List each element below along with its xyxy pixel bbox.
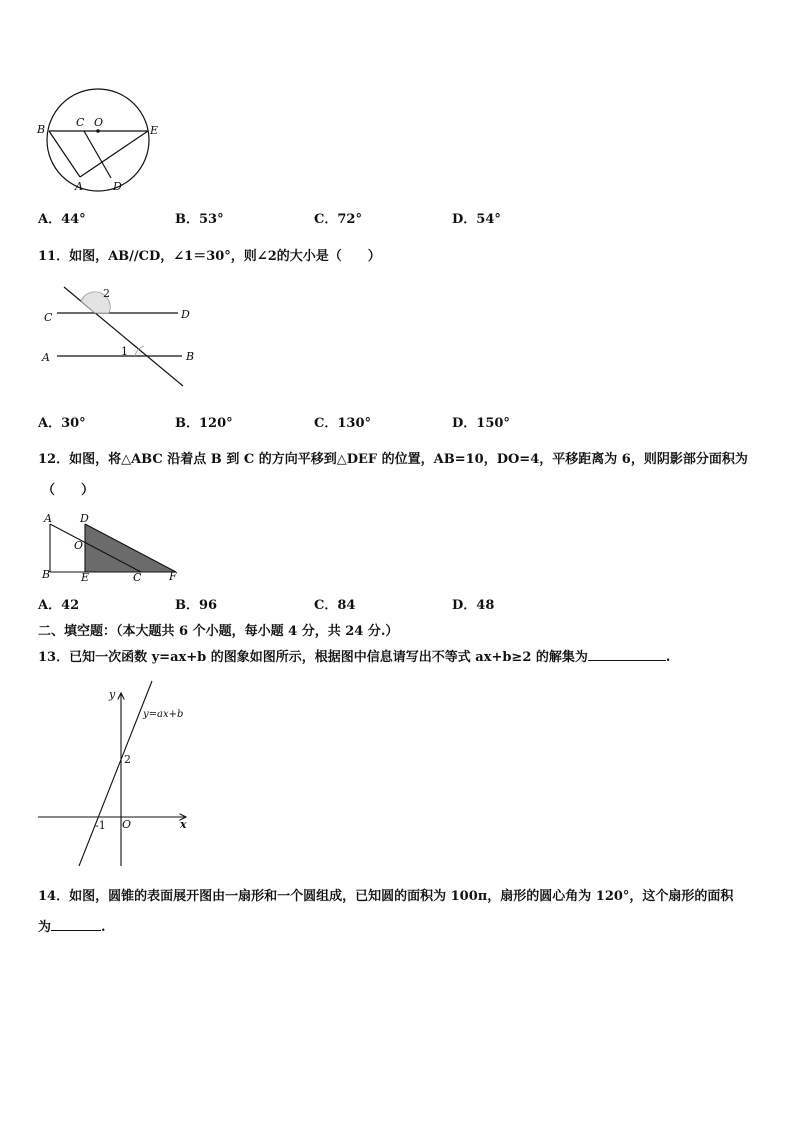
q10-label-C: C [76,116,85,129]
q11-angle-1-label: 1 [121,345,128,358]
q10-option-c: C．72° [314,212,362,227]
q13-y-axis-label: y [109,688,116,701]
q10-label-B: B [37,123,46,136]
q11-label-B: B [186,350,195,363]
q12-question-text: 12．如图，将△ABC 沿着点 B 到 C 的方向平移到△DEF 的位置，AB=10，DO=4，平移距离为 6，则阴影部分面积为 [38,452,748,467]
q11-label-A: A [42,351,50,364]
q13-x-axis-label: x [180,818,187,831]
q13-question-body: 13．已知一次函数 y=ax+b 的图象如图所示，根据图中信息请写出不等式 ax+b≥2 的解集为 [38,650,588,665]
q12-label-E: E [81,571,90,584]
q12-option-b: B．96 [175,598,218,613]
q11-label-C: C [44,311,53,324]
q13-y-intercept-label: 2 [124,753,131,766]
q11-option-c: C．130° [314,416,371,431]
q10-option-b: B．53° [175,212,224,227]
q11-angle-2-label: 2 [103,287,110,300]
q12-option-d: D．48 [452,598,495,613]
q13-question-end: . [665,650,671,665]
q14-question-text: 14．如图，圆锥的表面展开图由一扇形和一个圆组成，已知圆的面积为 100π，扇形的圆心角为 120°，这个扇形的面积 [38,889,734,904]
q12-label-C: C [133,571,142,584]
q14-answer-blank[interactable] [51,918,101,931]
q11-option-b: B．120° [175,416,233,431]
q10-label-E: E [150,124,159,137]
q12-label-A: A [44,512,52,525]
q12-label-D: D [80,512,89,525]
q11-option-a: A．30° [38,416,86,431]
q14-question-prefix: 为 [38,920,52,935]
q10-label-A: A [75,180,83,193]
q12-label-B: B [42,568,51,581]
q10-option-a: A．44° [38,212,86,227]
q14-question-end: . [101,920,106,935]
q13-origin-label: O [122,818,132,831]
q11-question-text: 11．如图，AB//CD，∠1＝30°，则∠2的大小是（ ） [38,249,381,264]
section-2-heading: 二、填空题：（本大题共 6 个小题，每小题 4 分，共 24 分.） [38,624,399,639]
q14-question-line2 [38,916,106,935]
q10-label-O: O [94,116,104,129]
q13-x-intercept-label: -1 [95,819,106,832]
q12-option-a: A．42 [38,598,80,613]
q12-question-paren: （ ） [42,483,95,498]
q12-label-F: F [169,570,177,583]
q10-label-D: D [113,180,122,193]
q11-label-D: D [181,308,190,321]
q11-option-d: D．150° [452,416,510,431]
q12-label-O: O [74,539,84,552]
q12-option-c: C．84 [314,598,356,613]
q10-option-d: D．54° [452,212,501,227]
q13-line-label: y=ax+b [143,709,184,720]
